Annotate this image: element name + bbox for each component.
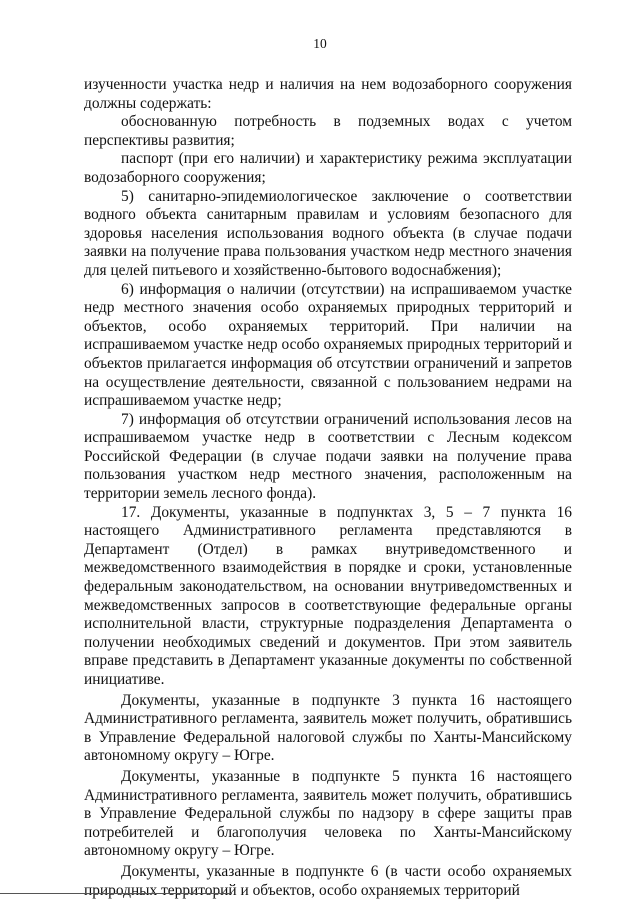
paragraph: изученности участка недр и наличия на нем водозаборного сооружения должны содержать: — [84, 76, 572, 112]
paragraph: паспорт (при его наличии) и характеристику режима эксплуатации водозаборного сооружения; — [84, 150, 572, 186]
document-body — [84, 76, 572, 900]
paragraph: 5) санитарно-эпидемиологическое заключение о соответствии водного объекта санитарным правилам и условиям безопасного для здоровья населения использования водного объекта (в случае подачи заявки на получение права пользования участком недр местного значения для целей питьевого и хозяйственно-бытового водоснабжения); — [84, 187, 572, 279]
paragraph: Документы, указанные в подпункте 3 пункта 16 настоящего Административного регламента, заявитель может получить, обратившись в Управление Федеральной налоговой службы по Ханты-Мансийскому автономному округу – Югре. — [84, 691, 572, 765]
paragraph: 17. Документы, указанные в подпунктах 3, 5 – 7 пункта 16 настоящего Административного регламента представляются в Департамент (Отдел) в рамках внутриведомственного и межведомственного взаимодействия в порядке и сроки, установленные федеральным законодательством, на основании внутриведомственных и межведомственных запросов в соответствующие федеральные органы исполнительной власти, структурные подразделения Департамента о получении необходимых сведений и документов. При этом заявитель вправе представить в Департамент указанные документы по собственной инициативе. — [84, 503, 572, 688]
page-number: 10 — [313, 36, 327, 51]
footnote-separator — [0, 893, 232, 894]
paragraph: Документы, указанные в подпункте 5 пункта 16 настоящего Административного регламента, заявитель может получить, обратившись в Управление Федеральной службы по надзору в сфере защиты прав потребителей и благополучия человека по Ханты-Мансийскому автономному округу – Югре. — [84, 767, 572, 860]
paragraph: Документы, указанные в подпункте 6 (в части особо охраняемых природных территорий и объектов, особо охраняемых территорий — [84, 862, 572, 899]
paragraph: обоснованную потребность в подземных водах с учетом перспективы развития; — [84, 113, 572, 149]
paragraph: 7) информация об отсутствии ограничений использования лесов на испрашиваемом участке недр в соответствии с Лесным кодексом Российской Федерации (в случае подачи заявки на получение права пользования участком недр местного значения, расположенным на территории земель лесного фонда). — [84, 410, 572, 503]
paragraph: 6) информация о наличии (отсутствии) на испрашиваемом участке недр местного значения особо охраняемых природных территорий и объектов, особо охраняемых территорий. При наличии на испрашиваемом участке недр особо охраняемых природных территорий и объектов прилагается информация об отсутствии ограничений и запретов на осуществление деятельности, связанной с пользованием недрами на испрашиваемом участке недр; — [84, 280, 572, 410]
